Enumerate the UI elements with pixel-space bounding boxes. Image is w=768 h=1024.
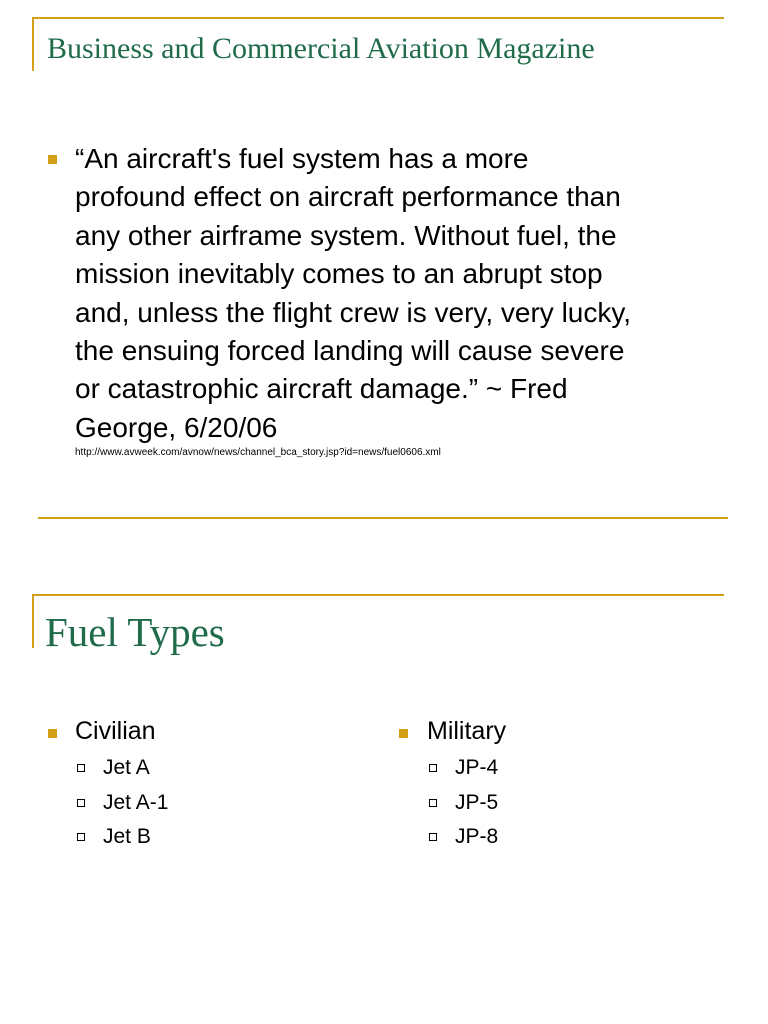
column-heading-military: Military: [427, 717, 507, 745]
quote-line: mission inevitably comes to an abrupt stop: [75, 258, 603, 290]
bullet-icon: [48, 155, 57, 164]
hollow-square-icon: [429, 764, 437, 772]
list-item: Jet A-1: [75, 786, 168, 821]
quote-line: the ensuing forced landing will cause severe: [75, 335, 625, 367]
list-item: JP-8: [427, 820, 498, 855]
source-url: http://www.avweek.com/avnow/news/channel_bca_story.jsp?id=news/fuel0606.xml: [75, 447, 441, 458]
hollow-square-icon: [429, 833, 437, 841]
quote-line: and, unless the flight crew is very, very lucky,: [75, 296, 632, 328]
hollow-square-icon: [77, 833, 85, 841]
hollow-square-icon: [77, 764, 85, 772]
military-fuel-list: [427, 751, 498, 855]
civilian-fuel-list: [75, 751, 168, 855]
quote-line: any other airframe system. Without fuel, the: [75, 219, 617, 251]
slide-divider: [38, 517, 728, 519]
list-item: JP-4: [427, 751, 498, 786]
column-heading-civilian: Civilian: [75, 717, 156, 745]
quote-line: or catastrophic aircraft damage.” ~ Fred: [75, 373, 568, 405]
quote-line: profound effect on aircraft performance than: [75, 181, 621, 213]
bullet-icon: [399, 729, 408, 738]
list-item: JP-5: [427, 786, 498, 821]
hollow-square-icon: [77, 799, 85, 807]
list-item: Jet B: [75, 820, 168, 855]
list-item: Jet A: [75, 751, 168, 786]
slide-title: Fuel Types: [45, 609, 225, 655]
quote-line: George, 6/20/06: [75, 411, 278, 443]
quote-text: [75, 140, 735, 447]
bullet-icon: [48, 729, 57, 738]
slide-fuel-types: [0, 580, 768, 1024]
hollow-square-icon: [429, 799, 437, 807]
quote-line: “An aircraft's fuel system has a more: [75, 143, 529, 174]
slide-title: Business and Commercial Aviation Magazine: [47, 32, 595, 65]
